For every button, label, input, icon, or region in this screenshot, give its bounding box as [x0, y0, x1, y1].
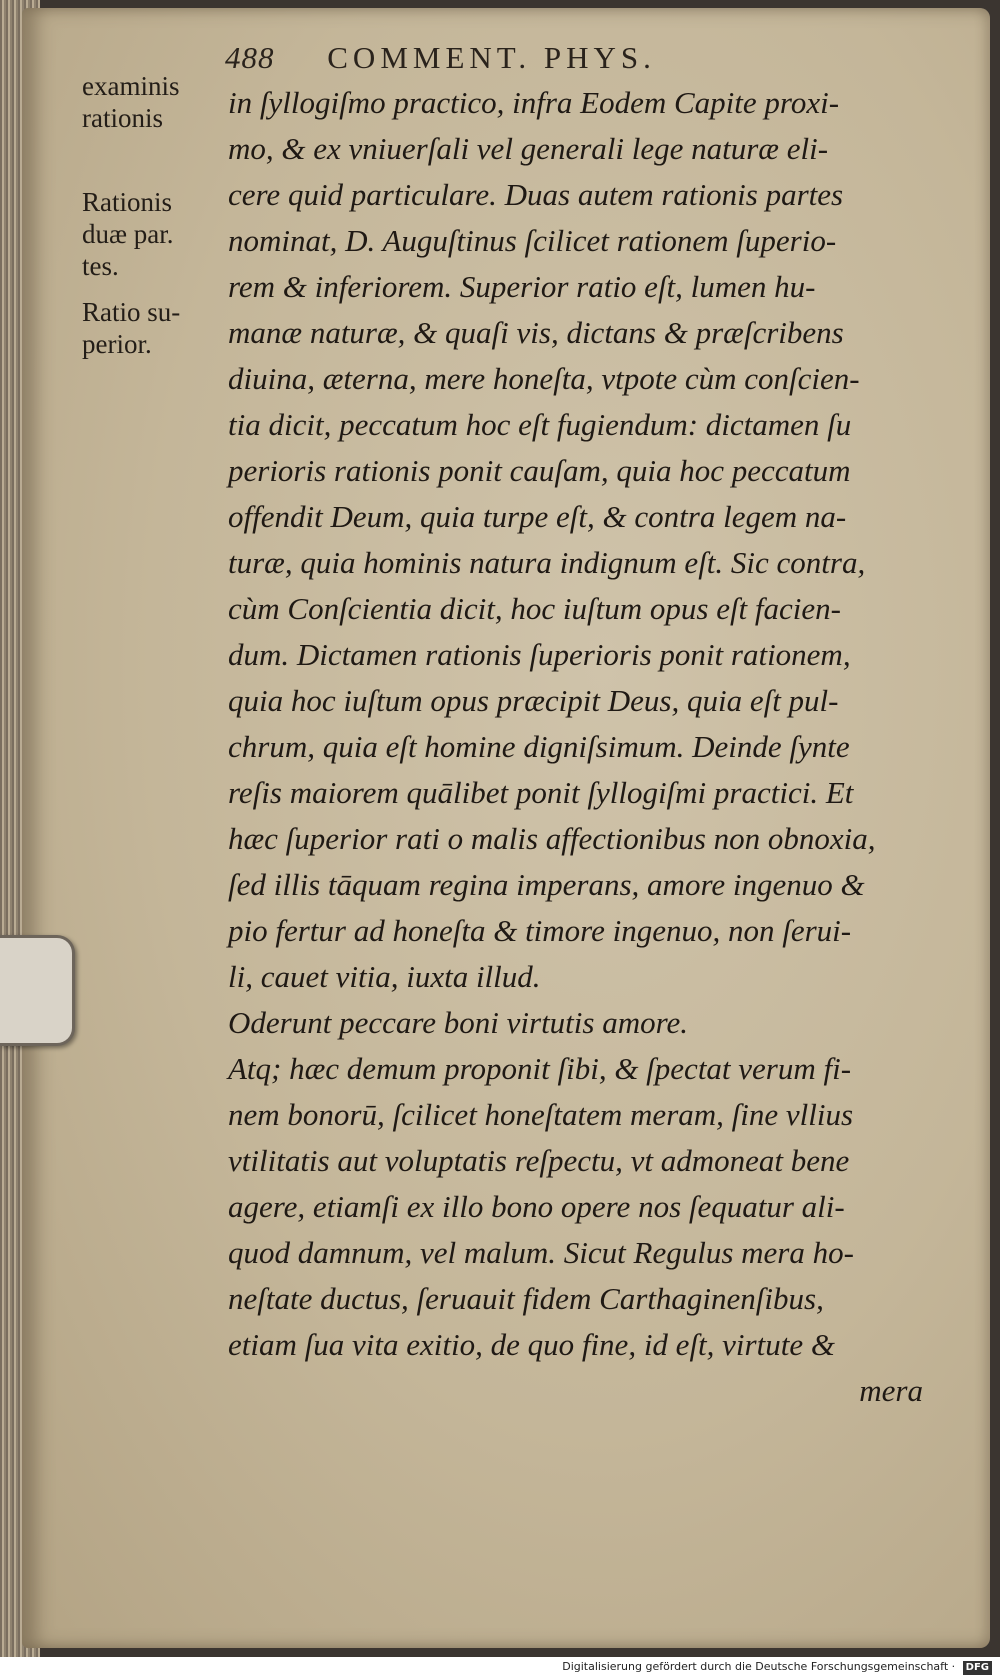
catchword: mera	[859, 1373, 923, 1408]
text-line: cere quid particulare. Duas autem rationis partes	[228, 177, 844, 212]
text-line: in ſyllogiſmo practico, infra Eodem Capite proxi-	[228, 85, 840, 120]
text-line: turæ, quia hominis natura indignum eſt. Sic contra,	[228, 545, 866, 580]
margin-note	[82, 70, 212, 134]
text-line: vtilitatis aut voluptatis reſpectu, vt admoneat bene	[228, 1143, 850, 1178]
text-line: manæ naturæ, & quaſi vis, dictans & præſcribens	[228, 315, 844, 350]
dfg-logo: DFG	[963, 1661, 992, 1675]
margin-note-line: duæ par.	[82, 219, 174, 249]
text-line: etiam ſua vita exitio, de quo fine, id eſt, virtute &	[228, 1327, 835, 1362]
text-line: ſed illis tāquam regina imperans, amore ingenuo &	[228, 867, 865, 902]
running-title: COMMENT. PHYS.	[327, 40, 656, 75]
text-line: hæc ſuperior rati o malis affectionibus non obnoxia,	[228, 821, 876, 856]
text-line: offendit Deum, quia turpe eſt, & contra legem na-	[228, 499, 847, 534]
page-header	[225, 40, 745, 76]
main-text-block	[228, 80, 933, 1414]
margin-note-line: examinis	[82, 71, 180, 101]
text-line: rem & inferiorem. Superior ratio eſt, lumen hu-	[228, 269, 816, 304]
text-line: agere, etiamſi ex illo bono opere nos ſequatur ali-	[228, 1189, 845, 1224]
text-line: cùm Conſcientia dicit, hoc iuſtum opus eſt facien-	[228, 591, 841, 626]
text-line: reſis maiorem quālibet ponit ſyllogiſmi practici. Et	[228, 775, 854, 810]
text-line: pio fertur ad honeſta & timore ingenuo, non ſerui-	[228, 913, 852, 948]
text-line: perioris rationis ponit cauſam, quia hoc peccatum	[228, 453, 851, 488]
text-line: Oderunt peccare boni virtutis amore.	[228, 1005, 689, 1040]
text-line: neſtate ductus, ſeruauit fidem Carthaginenſibus,	[228, 1281, 824, 1316]
text-line: diuina, æterna, mere honeſta, vtpote cùm conſcien-	[228, 361, 860, 396]
text-line: tia dicit, peccatum hoc eſt fugiendum: dictamen ſu	[228, 407, 852, 442]
book-clasp	[0, 935, 75, 1046]
text-line: chrum, quia eſt homine digniſsimum. Deinde ſynte	[228, 729, 850, 764]
digitization-credit	[0, 1657, 1000, 1677]
margin-note	[82, 296, 212, 360]
text-line: dum. Dictamen rationis ſuperioris ponit rationem,	[228, 637, 851, 672]
margin-note-line: rationis	[82, 103, 163, 133]
text-line: nominat, D. Auguſtinus ſcilicet rationem ſuperio-	[228, 223, 837, 258]
margin-note-line: tes.	[82, 251, 119, 281]
margin-note	[82, 186, 212, 282]
margin-note-line: Rationis	[82, 187, 173, 217]
text-line: mo, & ex vniuerſali vel generali lege naturæ eli-	[228, 131, 829, 166]
text-line: quod damnum, vel malum. Sicut Regulus mera ho-	[228, 1235, 854, 1270]
text-line: quia hoc iuſtum opus præcipit Deus, quia eſt pul-	[228, 683, 839, 718]
text-line: li, cauet vitia, iuxta illud.	[228, 959, 541, 994]
page-number: 488	[225, 40, 275, 75]
margin-note-line: perior.	[82, 329, 152, 359]
text-line: nem bonorū, ſcilicet honeſtatem meram, ſine vllius	[228, 1097, 854, 1132]
text-line: Atq; hæc demum proponit ſibi, & ſpectat verum fi-	[228, 1051, 852, 1086]
credit-text: Digitalisierung gefördert durch die Deutsche Forschungsgemeinschaft ·	[562, 1660, 956, 1673]
margin-note-line: Ratio su-	[82, 297, 181, 327]
